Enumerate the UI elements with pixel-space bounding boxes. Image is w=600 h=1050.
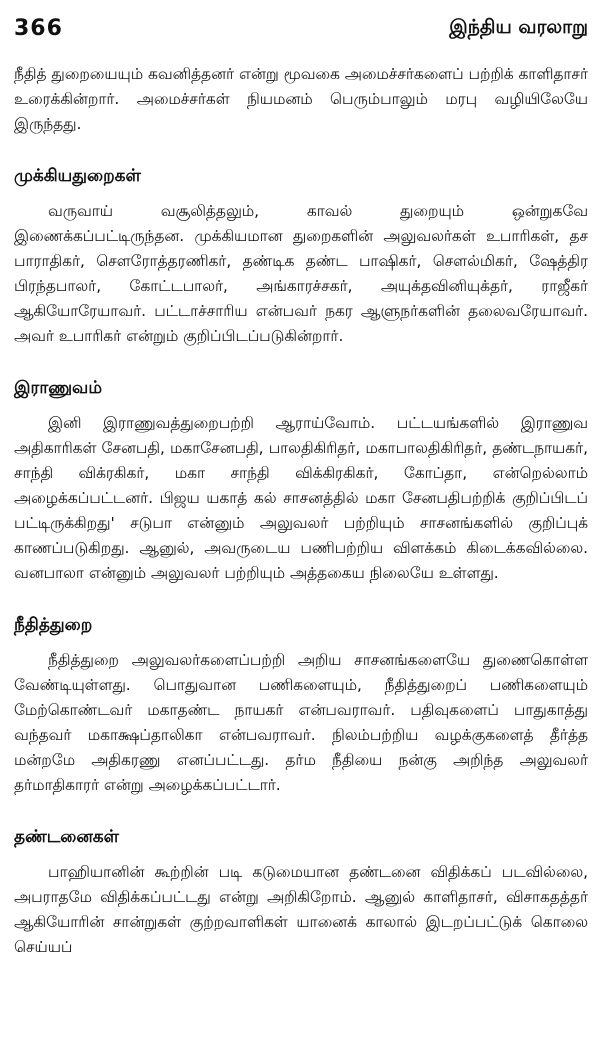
section-heading-main-departments: முக்கியதுறைகள் xyxy=(14,166,141,186)
section-paragraph: இனி இராணுவத்துறைபற்றி ஆராய்வோம். பட்டயங்களில் இராணுவ அதிகாரிகள் சேனபதி, மகாசேனபதி, பாலதிகிரிதர், மகாபாலதிகிரிதர், தண்டநாயகர், சாந்தி விக்ரகிகர், மகா சாந்தி விக்கிரகிகர், கோப்தா, என்றெல்லாம் அழைக்கப்பட்டனர். பிஜய யகாத் கல் சாசனத்தில் மகா சேனபதிபற்றிக் குறிப்பிடப் பட்டிருக்கிறது' சடுபா என்னும் அலுவலர் பற்றியும் சாசனங்களில் குறிப்புக் காணப்படுகிறது. ஆனுல், அவருடைய பணிபற்றிய விளக்கம் கிடைக்கவில்லை. வனபாலா என்னும் அலுவலர் பற்றியும் அத்தகைய நிலையே உள்ளது. xyxy=(14,414,588,582)
section-paragraph: வருவாய் வசூலித்தலும், காவல் துறையும் ஒன்றுகவே இணைக்கப்பட்டிருந்தன. முக்கியமான துறைகளின் அலுவலர்கள் உபாரிகள், தச பாராதிகர், சௌரோத்தரணிகர், தண்டிக தண்ட பாஷிகர், சௌல்மிகர், ஷேத்திர பிரந்தபாலர், கோட்டபாலர், அங்காரச்சகர், அயுக்தவினியுக்தர், ராஜீகர் ஆகியோரேயாவர். பட்டாச்சாரிய என்பவர் நகர ஆளுநர்களின் தலைவரேயாவர். அவர் உபாரிகர் என்றும் குறிப்பிடப்படுகின்றார். xyxy=(14,202,588,345)
running-title: இந்திய வரலாறு xyxy=(449,15,588,38)
page-body xyxy=(14,62,588,960)
section-paragraph: பாஹியானின் கூற்றின் படி கடுமையான தண்டனை விதிக்கப் படவில்லை, அபராதமே விதிக்கப்பட்டது என்று அறிகிறோம். ஆனுல் காளிதாசர், விசாகதத்தர் ஆகியோரின் சான்றுகள் குற்றவாளிகள் யானைக் காலால் இடறப்பட்டுக் கொலை செய்யப் xyxy=(14,863,588,956)
page-number: 366 xyxy=(14,15,63,41)
section-heading-judiciary: நீதித்துறை xyxy=(14,615,93,635)
section-heading-punishments: தண்டனைகள் xyxy=(14,827,120,847)
page-header xyxy=(14,8,588,48)
section-heading-army: இராணுவம் xyxy=(14,378,103,398)
section-paragraph: நீதித்துறை அலுவலர்களைப்பற்றி அறிய சாசனங்களையே துணைகொள்ள வேண்டியுள்ளது. பொதுவான பணிகளையும், நீதித்துறைப் பணிகளையும் மேற்கொண்டவர் மகாதண்ட நாயகர் என்பவராவர். பதிவுகளைப் பாதுகாத்து வந்தவர் மகாக்ஷப்தாலிகா என்பவராவர். நிலம்பற்றிய வழக்குகளைத் தீர்த்த மன்றமே அதிகரணு எனப்பட்டது. தர்ம நீதியை நன்கு அறிந்த அலுவலர் தர்மாதிகாரர் என்று அழைக்கப்பட்டார். xyxy=(14,651,588,794)
intro-paragraph: நீதித் துறையையும் கவனித்தனர் என்று மூவகை அமைச்சர்களைப் பற்றிக் காளிதாசர் உரைக்கின்றார். அமைச்சர்கள் நியமனம் பெரும்பாலும் மரபு வழியிலேயே இருந்தது. xyxy=(14,65,588,133)
